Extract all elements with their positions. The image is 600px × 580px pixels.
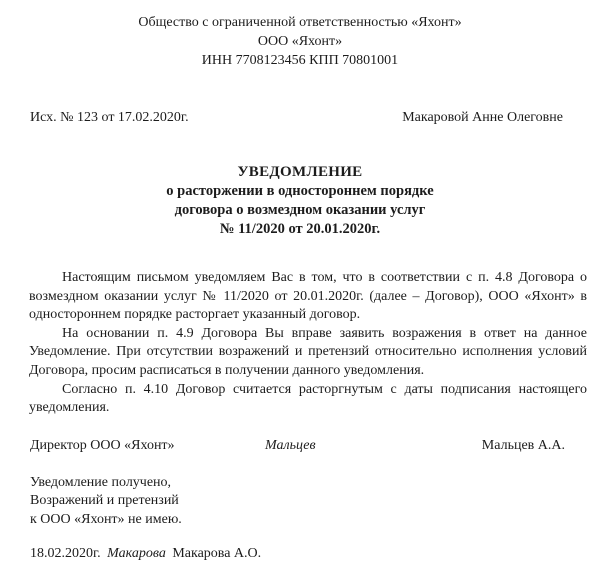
addressee: Макаровой Анне Олеговне xyxy=(402,110,563,125)
recipient-name: Макарова А.О. xyxy=(172,545,262,561)
acknowledgment-line-2: Возражений и претензий xyxy=(30,493,179,509)
company-header xyxy=(0,0,600,70)
title-subline-2: договора о возмездном оказании услуг xyxy=(174,202,426,218)
body-paragraph-1: Настоящим письмом уведомляем Вас в том, что в соответствии с п. 4.8 Договора о возмездном оказании услуг № 11/2020 от 20.01.2020г. (далее – Договор), ООО «Яхонт» в одностороннем порядке расторгает указанный договор. xyxy=(29,270,587,323)
acknowledgment-date: 18.02.2020г. xyxy=(30,545,101,561)
recipient-handwritten-signature: Макарова xyxy=(107,545,166,561)
body-paragraph-2: На основании п. 4.9 Договора Вы вправе заявить возражения в ответ на данное Уведомление. При отсутствии возражений и претензий относительно исполнения условий Договора, просим расписаться в получении данного уведомления. xyxy=(29,325,587,378)
body-paragraph-3: Согласно п. 4.10 Договор считается расторгнутым с даты подписания настоящего уведомления. xyxy=(29,381,587,416)
document-title xyxy=(0,163,600,239)
acknowledgment-date-row xyxy=(0,544,600,563)
company-full-name: Общество с ограниченной ответственностью «Яхонт» xyxy=(138,15,462,30)
director-handwritten-signature: Мальцев xyxy=(265,437,316,453)
document-body xyxy=(0,269,600,418)
outgoing-number: Исх. № 123 от 17.02.2020г. xyxy=(30,110,189,125)
title-subline-1: о расторжении в одностороннем порядке xyxy=(166,183,434,199)
ref-addressee-row xyxy=(0,108,600,127)
title-word: УВЕДОМЛЕНИЕ xyxy=(237,164,363,180)
director-name: Мальцев А.А. xyxy=(481,437,565,453)
acknowledgment-line-3: к ООО «Яхонт» не имею. xyxy=(30,511,182,527)
director-position: Директор ООО «Яхонт» xyxy=(30,437,175,453)
company-inn-kpp: ИНН 7708123456 КПП 70801001 xyxy=(201,53,399,68)
director-signature-row xyxy=(0,436,600,455)
company-short-name: ООО «Яхонт» xyxy=(257,34,343,49)
title-contract-number: № 11/2020 от 20.01.2020г. xyxy=(219,221,381,237)
acknowledgment-block xyxy=(0,474,600,530)
acknowledgment-line-1: Уведомление получено, xyxy=(30,474,172,490)
